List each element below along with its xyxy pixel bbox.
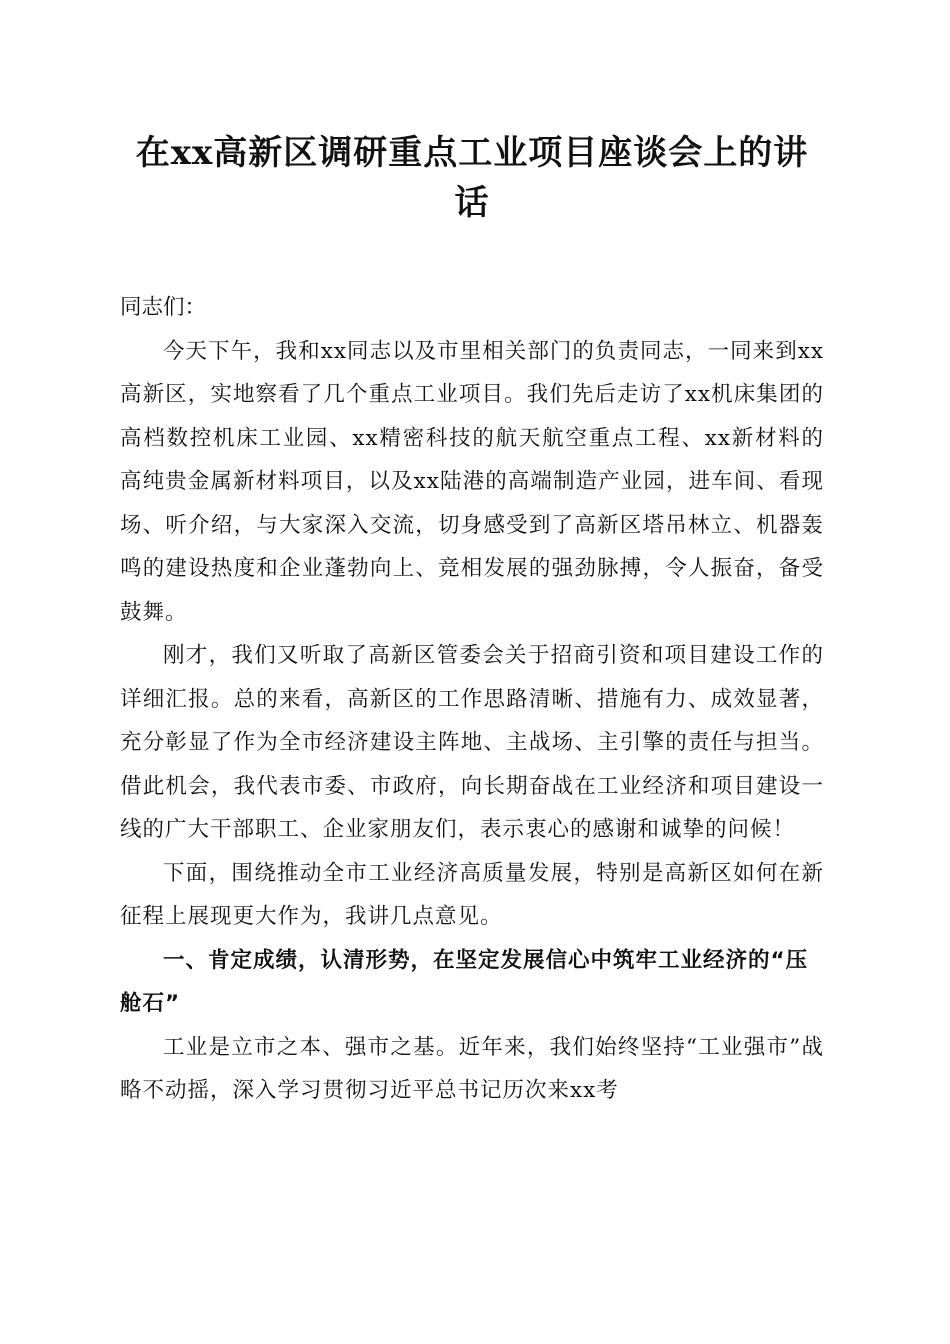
document-title: 在xx高新区调研重点工业项目座谈会上的讲话 — [135, 133, 809, 223]
paragraph-section-1: 工业是立市之本、强市之基。近年来，我们始终坚持“工业强市”战略不动摇，深入学习贯彻习近平总书记历次来xx考 — [120, 1034, 824, 1103]
paragraph-intro: 今天下午，我和xx同志以及市里相关部门的负责同志，一同来到xx高新区，实地察看了几个重点工业项目。我们先后走访了xx机床集团的高档数控机床工业园、xx精密科技的航天航空重点工程、xx新材料的高纯贵金属新材料项目，以及xx陆港的高端制造产业园，进车间、看现场、听介绍，与大家深入交流，切身感受到了高新区塔吊林立、机器轰鸣的建设热度和企业蓬勃向上、竞相发展的强劲脉搏，令人振奋，备受鼓舞。 — [120, 338, 824, 625]
section-heading-1: 一、肯定成绩，认清形势，在坚定发展信心中筑牢工业经济的“压舱石” — [120, 947, 809, 1016]
salutation: 同志们： — [120, 295, 207, 320]
paragraph-outline: 下面，围绕推动全市工业经济高质量发展，特别是高新区如何在新征程上展现更大作为，我讲几点意见。 — [120, 860, 824, 929]
document-page — [120, 128, 824, 1113]
paragraph-report: 刚才，我们又听取了高新区管委会关于招商引资和项目建设工作的详细汇报。总的来看，高新区的工作思路清晰、措施有力、成效显著，充分彰显了作为全市经济建设主阵地、主战场、主引擎的责任与担当。借此机会，我代表市委、市政府，向长期奋战在工业经济和项目建设一线的广大干部职工、企业家朋友们，表示衷心的感谢和诚挚的问候！ — [120, 643, 824, 842]
